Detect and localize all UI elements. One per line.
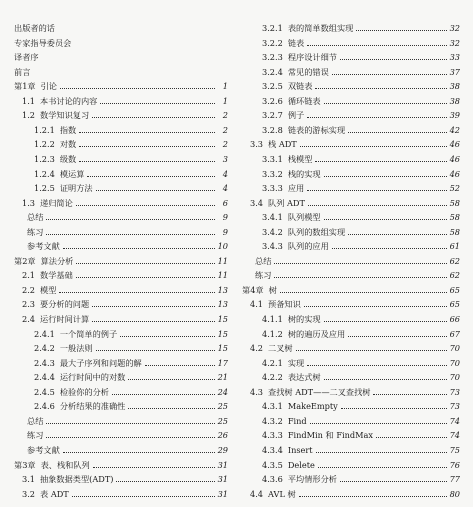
toc-entry-number: 3.4.2 xyxy=(262,226,283,237)
dot-leader xyxy=(308,204,447,206)
toc-entry-page-number: 62 xyxy=(449,255,460,266)
dot-leader xyxy=(316,451,447,453)
toc-entry-title: 本书讨论的内容 xyxy=(40,95,98,106)
toc-entry-title: 一个简单的例子 xyxy=(59,328,118,339)
toc-entry-title: 练习 xyxy=(27,430,44,441)
toc-entry-number: 3.2.5 xyxy=(262,81,283,92)
toc-entry-number: 1.3 xyxy=(22,197,36,208)
toc-entry-title: 出版者的话 xyxy=(14,23,55,33)
dot-leader xyxy=(332,247,447,249)
toc-entry-title: AVL 树 xyxy=(268,488,296,499)
toc-entry-number: 3.2.7 xyxy=(262,110,283,121)
toc-entry-title: 队列的数组实现 xyxy=(287,226,346,237)
toc-entry-page-number: 46 xyxy=(449,139,460,150)
dot-leader xyxy=(315,160,446,162)
toc-entry-number: 3.3.1 xyxy=(262,153,283,164)
dot-leader xyxy=(341,407,447,409)
toc-entry-number: 3.3.3 xyxy=(262,183,283,194)
dot-leader xyxy=(59,291,214,293)
toc-entry-page-number: 21 xyxy=(217,372,228,383)
toc-entry-number: 4.3.6 xyxy=(262,474,283,485)
toc-entry-page-number: 67 xyxy=(449,328,460,339)
toc-entry-number: 3.3.2 xyxy=(262,168,283,179)
toc-entry-page-number: 25 xyxy=(217,401,228,412)
toc-entry-title: 要分析的问题 xyxy=(40,299,90,310)
dot-leader xyxy=(376,436,447,438)
toc-entry-page-number: 73 xyxy=(449,401,460,412)
toc-entry-number: 2.4.6 xyxy=(34,401,55,412)
toc-entry-page-number: 42 xyxy=(449,124,460,135)
toc-entry-title: 译者序 xyxy=(14,52,39,63)
toc-entry-title: 证明方法 xyxy=(59,183,93,194)
toc-entry-page-number: 15 xyxy=(217,328,228,339)
toc-entry-number: 4.2.2 xyxy=(262,372,283,383)
dot-leader xyxy=(46,422,214,424)
dot-leader xyxy=(318,466,447,468)
dot-leader xyxy=(46,218,215,220)
dot-leader xyxy=(348,233,446,235)
toc-entry-page-number: 33 xyxy=(449,52,460,63)
dot-leader xyxy=(76,262,214,264)
dot-leader xyxy=(348,335,446,337)
toc-entry-number: 1.2.1 xyxy=(34,124,55,135)
toc-entry-title: 链表的游标实现 xyxy=(287,124,346,135)
toc-entry-page-number: 38 xyxy=(449,81,460,92)
toc-entry-page-number: 17 xyxy=(217,357,228,368)
toc-entry-page-number: 1 xyxy=(222,81,228,92)
toc-entry-number: 3.1 xyxy=(22,474,36,485)
dot-leader xyxy=(79,160,215,162)
toc-entry-number: 第4章 xyxy=(242,284,264,295)
toc-entry-number: 4.4 xyxy=(250,488,264,499)
dot-leader xyxy=(145,364,215,366)
toc-entry-number: 1.2 xyxy=(22,110,36,121)
dot-leader xyxy=(324,320,447,322)
toc-entry-title: 总结 xyxy=(27,212,44,223)
dot-leader xyxy=(332,73,447,75)
toc-entry-title: 总结 xyxy=(255,255,272,266)
dot-leader xyxy=(128,378,214,380)
dot-leader xyxy=(356,29,446,31)
toc-entry-page-number: 11 xyxy=(217,270,228,281)
toc-entry-number: 4.3.4 xyxy=(262,444,283,455)
toc-entry-title: 分析结果的准确性 xyxy=(59,401,126,412)
dot-leader xyxy=(280,291,447,293)
dot-leader xyxy=(76,204,215,206)
toc-entry-page-number: 26 xyxy=(217,430,228,441)
toc-entry-title: 实现 xyxy=(287,357,305,368)
dot-leader xyxy=(96,349,215,351)
toc-entry-title: 数学基础 xyxy=(40,270,73,281)
toc-entry-page-number: 74 xyxy=(449,415,460,426)
dot-leader xyxy=(100,102,215,104)
dot-leader xyxy=(310,422,447,424)
dot-leader xyxy=(46,233,215,235)
toc-entry-page-number: 2 xyxy=(222,139,228,150)
toc-entry-title: 栈模型 xyxy=(287,153,313,164)
toc-entry-page-number: 75 xyxy=(449,444,460,455)
dot-leader xyxy=(324,175,447,177)
toc-entry-number: 3.2.6 xyxy=(262,95,283,106)
toc-entry-page-number: 58 xyxy=(449,197,460,208)
toc-entry-title: 链表 xyxy=(287,37,305,48)
toc-entry-title: 引论 xyxy=(40,81,57,92)
toc-entry xyxy=(14,485,228,503)
dot-leader xyxy=(92,320,214,322)
toc-entry-page-number: 58 xyxy=(449,212,460,223)
toc-entry-page-number: 62 xyxy=(449,270,460,281)
toc-entry-number: 3.2 xyxy=(22,488,36,499)
dot-leader xyxy=(307,189,446,191)
toc-entry-title: 一般法则 xyxy=(59,343,93,354)
toc-entry-title: 表达式树 xyxy=(287,372,321,383)
toc-entry-title: 栈的实现 xyxy=(287,168,321,179)
toc-entry-page-number: 11 xyxy=(217,255,228,266)
toc-entry-title: 递归简论 xyxy=(40,197,73,208)
toc-entry-number: 3.2.2 xyxy=(262,37,283,48)
toc-entry-number: 2.1 xyxy=(22,270,36,281)
toc-entry-number: 1.2.4 xyxy=(34,168,55,179)
toc-entry-number: 第1章 xyxy=(14,81,36,92)
toc-entry-page-number: 70 xyxy=(449,343,460,354)
toc-entry-title: 队列模型 xyxy=(287,212,321,223)
toc-entry-title: 级数 xyxy=(59,153,77,164)
toc-entry-page-number: 24 xyxy=(217,386,228,397)
toc-entry-page-number: 1 xyxy=(222,95,228,106)
toc-entry-number: 1.2.3 xyxy=(34,153,55,164)
toc-entry-number: 3.3 xyxy=(250,139,264,150)
dot-leader xyxy=(96,189,215,191)
toc-entry-page-number: 4 xyxy=(222,168,228,179)
toc-entry-number: 3.4.3 xyxy=(262,241,283,252)
dot-leader xyxy=(324,102,447,104)
toc-entry-number: 1.1 xyxy=(22,95,36,106)
toc-entry-title: 模运算 xyxy=(59,168,85,179)
toc-entry-number: 2.4.1 xyxy=(34,328,55,339)
toc-entry-page-number: 31 xyxy=(217,488,228,499)
toc-entry-page-number: 25 xyxy=(217,415,228,426)
toc-entry-page-number: 10 xyxy=(217,241,228,252)
dot-leader xyxy=(315,87,446,89)
toc-entry-title: FindMin 和 FindMax xyxy=(287,430,374,441)
toc-entry-title: 平均情形分析 xyxy=(287,474,337,485)
dot-leader xyxy=(120,335,214,337)
toc-entry-number: 3.4.1 xyxy=(262,212,283,223)
toc-entry-number: 2.3 xyxy=(22,299,36,310)
toc-entry-title: Insert xyxy=(287,444,313,455)
toc-entry-page-number: 15 xyxy=(217,314,228,324)
toc-entry-page-number: 65 xyxy=(449,299,460,310)
toc-entry-title: 专家指导委员会 xyxy=(14,37,72,48)
toc-entry-page-number: 3 xyxy=(222,153,228,164)
toc-entry-page-number: 9 xyxy=(222,226,228,237)
toc-entry-page-number: 15 xyxy=(217,343,228,354)
toc-entry-title: MakeEmpty xyxy=(287,401,338,412)
toc-entry-title: 应用 xyxy=(287,183,305,194)
toc-entry-title: 查找树 ADT——二叉查找树 xyxy=(268,386,371,397)
dot-leader xyxy=(300,145,447,147)
toc-entry-number: 4.3.5 xyxy=(262,459,283,470)
toc-entry-title: 队列 ADT xyxy=(268,197,305,208)
toc-entry-number: 4.1.1 xyxy=(262,314,283,324)
dot-leader xyxy=(79,131,215,133)
toc-entry-page-number: 65 xyxy=(449,284,460,295)
toc-entry-title: 运行时间计算 xyxy=(40,314,90,324)
toc-entry-number: 2.4.4 xyxy=(34,372,55,383)
dot-leader xyxy=(304,305,447,307)
toc-entry-title: 运行时间中的对数 xyxy=(59,372,126,383)
dot-leader xyxy=(373,393,446,395)
toc-entry-title: 检验你的分析 xyxy=(59,386,109,397)
toc-entry-page-number: 9 xyxy=(222,212,228,223)
toc-entry-number: 3.4 xyxy=(250,197,264,208)
toc-entry-page-number: 66 xyxy=(449,314,460,324)
toc-entry-page-number: 77 xyxy=(449,474,460,485)
dot-leader xyxy=(324,218,447,220)
toc-entry-title: 模型 xyxy=(40,284,57,295)
toc-entry-title: 双链表 xyxy=(287,81,313,92)
toc-entry-number: 1.2.5 xyxy=(34,183,55,194)
dot-leader xyxy=(76,276,215,278)
dot-leader xyxy=(274,276,446,278)
toc-entry-page-number: 38 xyxy=(449,95,460,106)
toc-entry-page-number: 58 xyxy=(449,226,460,237)
toc-entry-page-number: 6 xyxy=(222,197,228,208)
toc-entry-page-number: 13 xyxy=(217,299,228,310)
toc-entry-page-number: 2 xyxy=(222,124,228,135)
toc-entry-page-number: 70 xyxy=(449,357,460,368)
dot-leader xyxy=(92,116,215,118)
toc-entry-title: 算法分析 xyxy=(40,255,74,266)
toc-entry-number: 第2章 xyxy=(14,255,36,266)
dot-leader xyxy=(128,407,214,409)
toc-entry-page-number: 73 xyxy=(449,386,460,397)
toc-entry-page-number: 13 xyxy=(217,284,228,295)
dot-leader xyxy=(307,364,446,366)
dot-leader xyxy=(72,495,215,497)
toc-entry-title: 预备知识 xyxy=(268,299,301,310)
toc-entry-number: 3.2.8 xyxy=(262,124,283,135)
toc-entry-title: 最大子序列和问题的解 xyxy=(59,357,142,368)
toc-entry-number: 2.4 xyxy=(22,314,36,324)
toc-entry-page-number: 31 xyxy=(217,474,228,485)
toc-entry-title: 表、栈和队列 xyxy=(40,459,90,470)
toc-entry-title: 树 xyxy=(268,284,277,295)
dot-leader xyxy=(112,393,215,395)
toc-entry-number: 2.4.2 xyxy=(34,343,55,354)
toc-entry-title: 队列的应用 xyxy=(287,241,329,252)
toc-entry-title: 练习 xyxy=(255,270,272,281)
toc-entry-page-number: 61 xyxy=(449,241,460,252)
toc-entry-title: 抽象数据类型(ADT) xyxy=(40,474,114,485)
toc-entry-number: 1.2.2 xyxy=(34,139,55,150)
toc-entry-title: 数学知识复习 xyxy=(40,110,90,121)
toc-entry-page-number: 2 xyxy=(222,110,228,121)
dot-leader xyxy=(274,262,446,264)
toc-entry-page-number: 37 xyxy=(449,66,460,77)
dot-leader xyxy=(116,480,214,482)
toc-entry-title: 树的遍历及应用 xyxy=(287,328,346,339)
dot-leader xyxy=(46,436,214,438)
toc-entry-title: 总结 xyxy=(27,415,44,426)
toc-entry-number: 2.4.5 xyxy=(34,386,55,397)
dot-leader xyxy=(340,480,447,482)
toc-entry-title: 例子 xyxy=(287,110,305,121)
toc-entry-page-number: 46 xyxy=(449,153,460,164)
dot-leader xyxy=(87,175,215,177)
toc-entry-number: 4.3.3 xyxy=(262,430,283,441)
toc-entry-page-number: 76 xyxy=(449,459,460,470)
toc-entry-number: 4.2 xyxy=(250,343,264,354)
toc-entry-title: 对数 xyxy=(59,139,77,150)
toc-entry-title: 循环链表 xyxy=(287,95,321,106)
toc-entry-title: 表的简单数组实现 xyxy=(287,23,354,33)
toc-entry-title: 树的实现 xyxy=(287,314,321,324)
toc-entry-number: 4.3 xyxy=(250,386,264,397)
toc-entry-number: 第3章 xyxy=(14,459,36,470)
toc-entry-page-number: 29 xyxy=(217,444,228,455)
toc-entry-number: 4.1 xyxy=(250,299,264,310)
toc-entry-number: 3.2.3 xyxy=(262,52,283,63)
toc-entry-title: 参考文献 xyxy=(27,444,60,455)
toc-entry-number: 3.2.4 xyxy=(262,66,283,77)
dot-leader xyxy=(79,145,215,147)
dot-leader xyxy=(63,451,215,453)
toc-entry-number: 4.3.2 xyxy=(262,415,283,426)
dot-leader xyxy=(348,131,446,133)
dot-leader xyxy=(340,58,447,60)
toc-entry-title: Find xyxy=(287,415,307,426)
toc-entry xyxy=(242,485,460,503)
toc-entry-number: 2.2 xyxy=(22,284,36,295)
toc-entry-number: 3.2.1 xyxy=(262,23,283,33)
dot-leader xyxy=(299,495,447,497)
toc-entry-title: 表 ADT xyxy=(40,488,69,499)
dot-leader xyxy=(296,349,447,351)
toc-entry-title: 练习 xyxy=(27,226,44,237)
toc-entry-page-number: 4 xyxy=(222,183,228,194)
dot-leader xyxy=(307,44,446,46)
toc-entry-page-number: 46 xyxy=(449,168,460,179)
toc-entry-page-number: 70 xyxy=(449,372,460,383)
toc-entry-title: 常见的错误 xyxy=(287,66,329,77)
toc-entry-number: 4.1.2 xyxy=(262,328,283,339)
dot-leader xyxy=(63,247,215,249)
toc-entry-page-number: 52 xyxy=(449,183,460,194)
toc-entry-number: 4.2.1 xyxy=(262,357,283,368)
dot-leader xyxy=(324,378,447,380)
toc-entry-number: 2.4.3 xyxy=(34,357,55,368)
toc-entry-title: Delete xyxy=(287,459,315,470)
toc-entry-title: 参考文献 xyxy=(27,241,60,252)
dot-leader xyxy=(92,305,214,307)
toc-entry-title: 前言 xyxy=(14,66,31,77)
toc-entry-title: 指数 xyxy=(59,124,77,135)
toc-entry-page-number: 32 xyxy=(449,37,460,48)
toc-entry-number: 4.3.1 xyxy=(262,401,283,412)
toc-entry-page-number: 31 xyxy=(217,459,228,470)
toc-entry-page-number: 32 xyxy=(449,23,460,33)
toc-entry-title: 程序设计细节 xyxy=(287,52,337,63)
toc-entry-title: 二叉树 xyxy=(268,343,293,354)
dot-leader xyxy=(307,116,446,118)
toc-entry-page-number: 39 xyxy=(449,110,460,121)
dot-leader xyxy=(60,87,215,89)
toc-entry-page-number: 80 xyxy=(449,488,460,499)
toc-entry-page-number: 74 xyxy=(449,430,460,441)
toc-entry-title: 栈 ADT xyxy=(268,139,297,150)
dot-leader xyxy=(93,466,215,468)
